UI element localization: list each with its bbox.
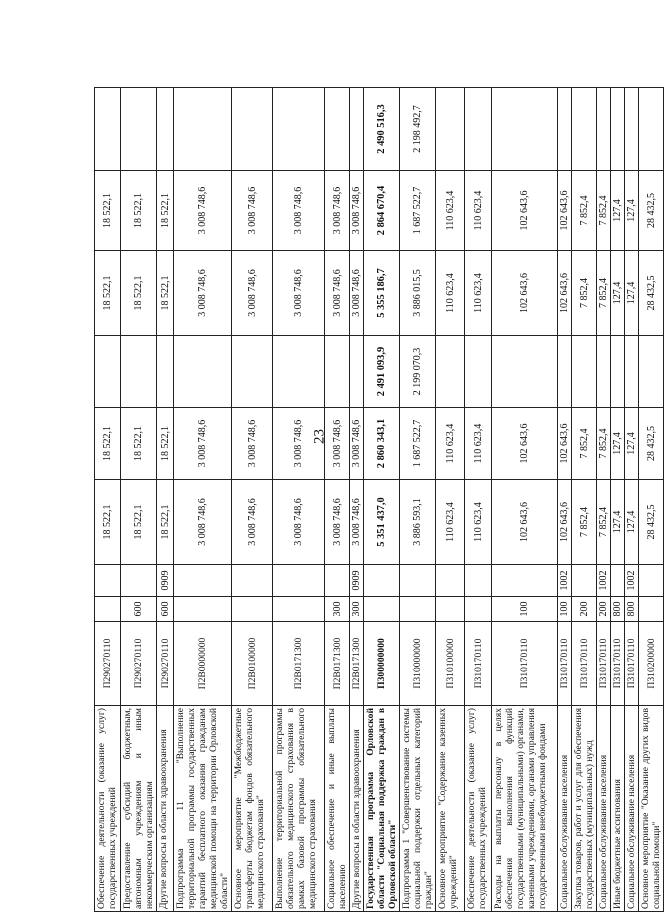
cell-col6 — [492, 88, 558, 171]
cell-col3 — [121, 336, 157, 408]
cell-col2: 18 522,1 — [95, 408, 121, 480]
cell-col2: 3 008 748,6 — [174, 408, 232, 480]
cell-col3 — [174, 336, 232, 408]
cell-name: Государственная программа Орловской области "Социальная поддержка граждан в Орловской области" — [364, 706, 400, 912]
table-body — [95, 88, 664, 912]
cell-col3 — [611, 336, 625, 408]
cell-section — [121, 565, 157, 597]
cell-name: Другие вопросы в области здравоохранения — [350, 706, 364, 912]
rotated-table-container — [94, 88, 662, 912]
cell-col5: 3 008 748,6 — [325, 171, 350, 251]
cell-col2: 7 852,4 — [597, 408, 611, 480]
cell-code: П2В0100000 — [232, 622, 273, 706]
cell-type: 800 — [611, 597, 625, 622]
cell-col1: 102 643,6 — [492, 480, 558, 565]
cell-col1: 3 008 748,6 — [350, 480, 364, 565]
cell-col2: 127,4 — [625, 408, 639, 480]
cell-col6 — [273, 88, 325, 171]
cell-col6 — [625, 88, 639, 171]
cell-col2: 102 643,6 — [492, 408, 558, 480]
cell-col6 — [95, 88, 121, 171]
cell-col5: 110 623,4 — [465, 171, 492, 251]
cell-col1: 7 852,4 — [597, 480, 611, 565]
table-row — [625, 88, 639, 912]
cell-col5: 18 522,1 — [157, 171, 174, 251]
cell-type: 100 — [492, 597, 558, 622]
cell-col3 — [232, 336, 273, 408]
cell-col2: 102 643,6 — [558, 408, 572, 480]
cell-col3 — [436, 336, 465, 408]
cell-col6 — [436, 88, 465, 171]
table-row — [350, 88, 364, 912]
cell-col4: 102 643,6 — [558, 251, 572, 336]
cell-col2: 127,4 — [611, 408, 625, 480]
cell-col3 — [597, 336, 611, 408]
cell-code: П310170110 — [492, 622, 558, 706]
cell-section — [436, 565, 465, 597]
cell-code: П310000000 — [400, 622, 436, 706]
cell-code: П310170110 — [597, 622, 611, 706]
cell-section: 0909 — [350, 565, 364, 597]
cell-col1: 3 008 748,6 — [174, 480, 232, 565]
cell-name: Подпрограмма 1 "Совершенствование системы социальной поддержки отдельных категорий граждан" — [400, 706, 436, 912]
cell-col2: 28 432,5 — [639, 408, 664, 480]
cell-col5: 3 008 748,6 — [350, 171, 364, 251]
cell-type: 200 — [597, 597, 611, 622]
cell-col6: 2 198 492,7 — [400, 88, 436, 171]
cell-col2: 110 623,4 — [465, 408, 492, 480]
cell-col5: 127,4 — [625, 171, 639, 251]
cell-col1: 18 522,1 — [157, 480, 174, 565]
cell-col4: 110 623,4 — [436, 251, 465, 336]
cell-col2: 2 860 343,1 — [364, 408, 400, 480]
cell-col6 — [572, 88, 597, 171]
cell-type — [436, 597, 465, 622]
cell-col3 — [639, 336, 664, 408]
cell-code: П310100000 — [436, 622, 465, 706]
cell-col2: 18 522,1 — [121, 408, 157, 480]
cell-col4: 127,4 — [611, 251, 625, 336]
cell-col4: 110 623,4 — [465, 251, 492, 336]
cell-col3 — [492, 336, 558, 408]
table-row — [436, 88, 465, 912]
cell-col3 — [465, 336, 492, 408]
cell-name: Обеспечение деятельности (оказание услуг) государственных учреждений — [95, 706, 121, 912]
cell-col2: 7 852,4 — [572, 408, 597, 480]
cell-col6 — [174, 88, 232, 171]
cell-name: Закупка товаров, работ и услуг для обеспечения государственных (муниципальных) нужд — [572, 706, 597, 912]
cell-code: П310170110 — [572, 622, 597, 706]
cell-col6 — [350, 88, 364, 171]
table-row — [174, 88, 232, 912]
cell-col5: 28 432,5 — [639, 171, 664, 251]
cell-col6 — [611, 88, 625, 171]
table-row — [400, 88, 436, 912]
cell-col4: 18 522,1 — [157, 251, 174, 336]
cell-section: 1002 — [558, 565, 572, 597]
table-row — [273, 88, 325, 912]
cell-type — [95, 597, 121, 622]
cell-code: П310170110 — [465, 622, 492, 706]
cell-col4: 7 852,4 — [597, 251, 611, 336]
cell-section — [400, 565, 436, 597]
cell-code: П310170110 — [558, 622, 572, 706]
cell-code: П300000000 — [364, 622, 400, 706]
cell-name: Социальное обслуживание населения — [558, 706, 572, 912]
cell-col4: 3 008 748,6 — [325, 251, 350, 336]
cell-code: П290270110 — [121, 622, 157, 706]
cell-col1: 3 008 748,6 — [325, 480, 350, 565]
table-row — [572, 88, 597, 912]
cell-type — [639, 597, 664, 622]
cell-col6 — [558, 88, 572, 171]
cell-name: Иные бюджетные ассигнования — [611, 706, 625, 912]
cell-col1: 18 522,1 — [95, 480, 121, 565]
cell-name: Другие вопросы в области здравоохранения — [157, 706, 174, 912]
cell-type: 300 — [325, 597, 350, 622]
cell-col1: 7 852,4 — [572, 480, 597, 565]
cell-code: П2В0171300 — [325, 622, 350, 706]
cell-col1: 110 623,4 — [465, 480, 492, 565]
cell-col6: 2 490 516,3 — [364, 88, 400, 171]
cell-col4: 3 008 748,6 — [174, 251, 232, 336]
cell-col5: 18 522,1 — [121, 171, 157, 251]
cell-name: Подпрограмма 11 "Выполнение территориальной программы государственных гарантий бесплатного оказания гражданам медицинской помощи на территории Орловской области" — [174, 706, 232, 912]
cell-col3 — [273, 336, 325, 408]
cell-col3 — [325, 336, 350, 408]
cell-type: 600 — [157, 597, 174, 622]
cell-code: П2В0171300 — [273, 622, 325, 706]
table-row — [492, 88, 558, 912]
cell-col5: 127,4 — [611, 171, 625, 251]
cell-col2: 18 522,1 — [157, 408, 174, 480]
cell-col5: 1 687 522,7 — [400, 171, 436, 251]
table-row — [157, 88, 174, 912]
cell-col2: 3 008 748,6 — [325, 408, 350, 480]
table-row — [639, 88, 664, 912]
cell-col3 — [625, 336, 639, 408]
cell-col5: 3 008 748,6 — [273, 171, 325, 251]
cell-col3 — [95, 336, 121, 408]
page-number: 23 — [311, 429, 328, 444]
cell-name: Основное мероприятие "Содержание казенных учреждений" — [436, 706, 465, 912]
cell-code: П310170110 — [625, 622, 639, 706]
cell-col6 — [597, 88, 611, 171]
table-row — [611, 88, 625, 912]
cell-col1: 3 886 593,1 — [400, 480, 436, 565]
cell-type: 300 — [350, 597, 364, 622]
table-row — [364, 88, 400, 912]
cell-name: Выполнение территориальной программы обязательного медицинского страхования в рамках базовой программы обязательного медицинского страхования — [273, 706, 325, 912]
cell-col6 — [639, 88, 664, 171]
cell-col5: 7 852,4 — [572, 171, 597, 251]
table-row — [121, 88, 157, 912]
cell-type — [232, 597, 273, 622]
table-row — [325, 88, 350, 912]
cell-section — [639, 565, 664, 597]
cell-col6 — [121, 88, 157, 171]
cell-col4: 5 355 186,7 — [364, 251, 400, 336]
cell-section — [572, 565, 597, 597]
cell-col5: 102 643,6 — [558, 171, 572, 251]
cell-name: Социальное обслуживание населения — [625, 706, 639, 912]
cell-col3: 2 199 070,3 — [400, 336, 436, 408]
cell-name: Предоставление субсидий бюджетным, автономным учреждениям и иным некоммерческим организациям — [121, 706, 157, 912]
cell-type: 100 — [558, 597, 572, 622]
cell-name: Обеспечение деятельности (оказание услуг) государственных учреждений — [465, 706, 492, 912]
cell-col4: 7 852,4 — [572, 251, 597, 336]
cell-type — [364, 597, 400, 622]
cell-section — [95, 565, 121, 597]
cell-col2: 3 008 748,6 — [273, 408, 325, 480]
table-row — [232, 88, 273, 912]
cell-name: Социальное обслуживание населения — [597, 706, 611, 912]
cell-col4: 28 432,5 — [639, 251, 664, 336]
cell-col4: 127,4 — [625, 251, 639, 336]
cell-name: Основное мероприятие "Оказание других видов социальной помощи" — [639, 706, 664, 912]
cell-col2: 1 687 522,7 — [400, 408, 436, 480]
table-row — [597, 88, 611, 912]
cell-section — [232, 565, 273, 597]
cell-col5: 18 522,1 — [95, 171, 121, 251]
table-row — [95, 88, 121, 912]
cell-section: 1002 — [625, 565, 639, 597]
cell-type — [174, 597, 232, 622]
cell-section: 1002 — [597, 565, 611, 597]
cell-col3 — [350, 336, 364, 408]
cell-section — [174, 565, 232, 597]
cell-col6 — [232, 88, 273, 171]
cell-type: 200 — [572, 597, 597, 622]
cell-col5: 7 852,4 — [597, 171, 611, 251]
cell-name: Социальное обеспечение и иные выплаты населению — [325, 706, 350, 912]
table-row — [558, 88, 572, 912]
cell-col2: 3 008 748,6 — [350, 408, 364, 480]
cell-col4: 3 008 748,6 — [232, 251, 273, 336]
cell-col5: 3 008 748,6 — [174, 171, 232, 251]
cell-col6 — [325, 88, 350, 171]
cell-code: П2В0000000 — [174, 622, 232, 706]
cell-col6 — [157, 88, 174, 171]
cell-section: 0909 — [157, 565, 174, 597]
budget-table — [94, 87, 664, 912]
cell-name: Расходы на выплаты персоналу в целях обеспечения выполнения функций государственными (муниципальными) органами, казенными учреждениями, органами управления государственными внебюджетными фондами — [492, 706, 558, 912]
cell-code: П310200000 — [639, 622, 664, 706]
cell-col4: 3 008 748,6 — [350, 251, 364, 336]
cell-col2: 3 008 748,6 — [232, 408, 273, 480]
cell-col1: 28 432,5 — [639, 480, 664, 565]
cell-col3 — [558, 336, 572, 408]
cell-col5: 102 643,6 — [492, 171, 558, 251]
cell-type: 800 — [625, 597, 639, 622]
cell-col1: 3 008 748,6 — [232, 480, 273, 565]
cell-section — [273, 565, 325, 597]
cell-col5: 2 864 670,4 — [364, 171, 400, 251]
cell-section — [611, 565, 625, 597]
cell-section — [492, 565, 558, 597]
table-row — [465, 88, 492, 912]
cell-type — [273, 597, 325, 622]
cell-col5: 110 623,4 — [436, 171, 465, 251]
cell-col3: 2 491 093,9 — [364, 336, 400, 408]
cell-col2: 110 623,4 — [436, 408, 465, 480]
cell-col1: 127,4 — [611, 480, 625, 565]
cell-col1: 102 643,6 — [558, 480, 572, 565]
cell-col1: 18 522,1 — [121, 480, 157, 565]
cell-col4: 18 522,1 — [121, 251, 157, 336]
cell-col4: 18 522,1 — [95, 251, 121, 336]
cell-section — [325, 565, 350, 597]
cell-col3 — [157, 336, 174, 408]
cell-type: 600 — [121, 597, 157, 622]
cell-col5: 3 008 748,6 — [232, 171, 273, 251]
cell-section — [364, 565, 400, 597]
cell-name: Основное мероприятие "Межбюджетные трансферты бюджетам фондов обязательного медицинского страхования" — [232, 706, 273, 912]
cell-type — [400, 597, 436, 622]
cell-col6 — [465, 88, 492, 171]
cell-type — [465, 597, 492, 622]
cell-section — [465, 565, 492, 597]
cell-code: П310170110 — [611, 622, 625, 706]
cell-col4: 102 643,6 — [492, 251, 558, 336]
cell-col1: 127,4 — [625, 480, 639, 565]
cell-col1: 110 623,4 — [436, 480, 465, 565]
cell-col4: 3 008 748,6 — [273, 251, 325, 336]
cell-col4: 3 886 015,5 — [400, 251, 436, 336]
cell-code: П290270110 — [157, 622, 174, 706]
cell-col1: 3 008 748,6 — [273, 480, 325, 565]
cell-code: П290270110 — [95, 622, 121, 706]
cell-col3 — [572, 336, 597, 408]
cell-code: П2В0171300 — [350, 622, 364, 706]
cell-col1: 5 351 437,0 — [364, 480, 400, 565]
